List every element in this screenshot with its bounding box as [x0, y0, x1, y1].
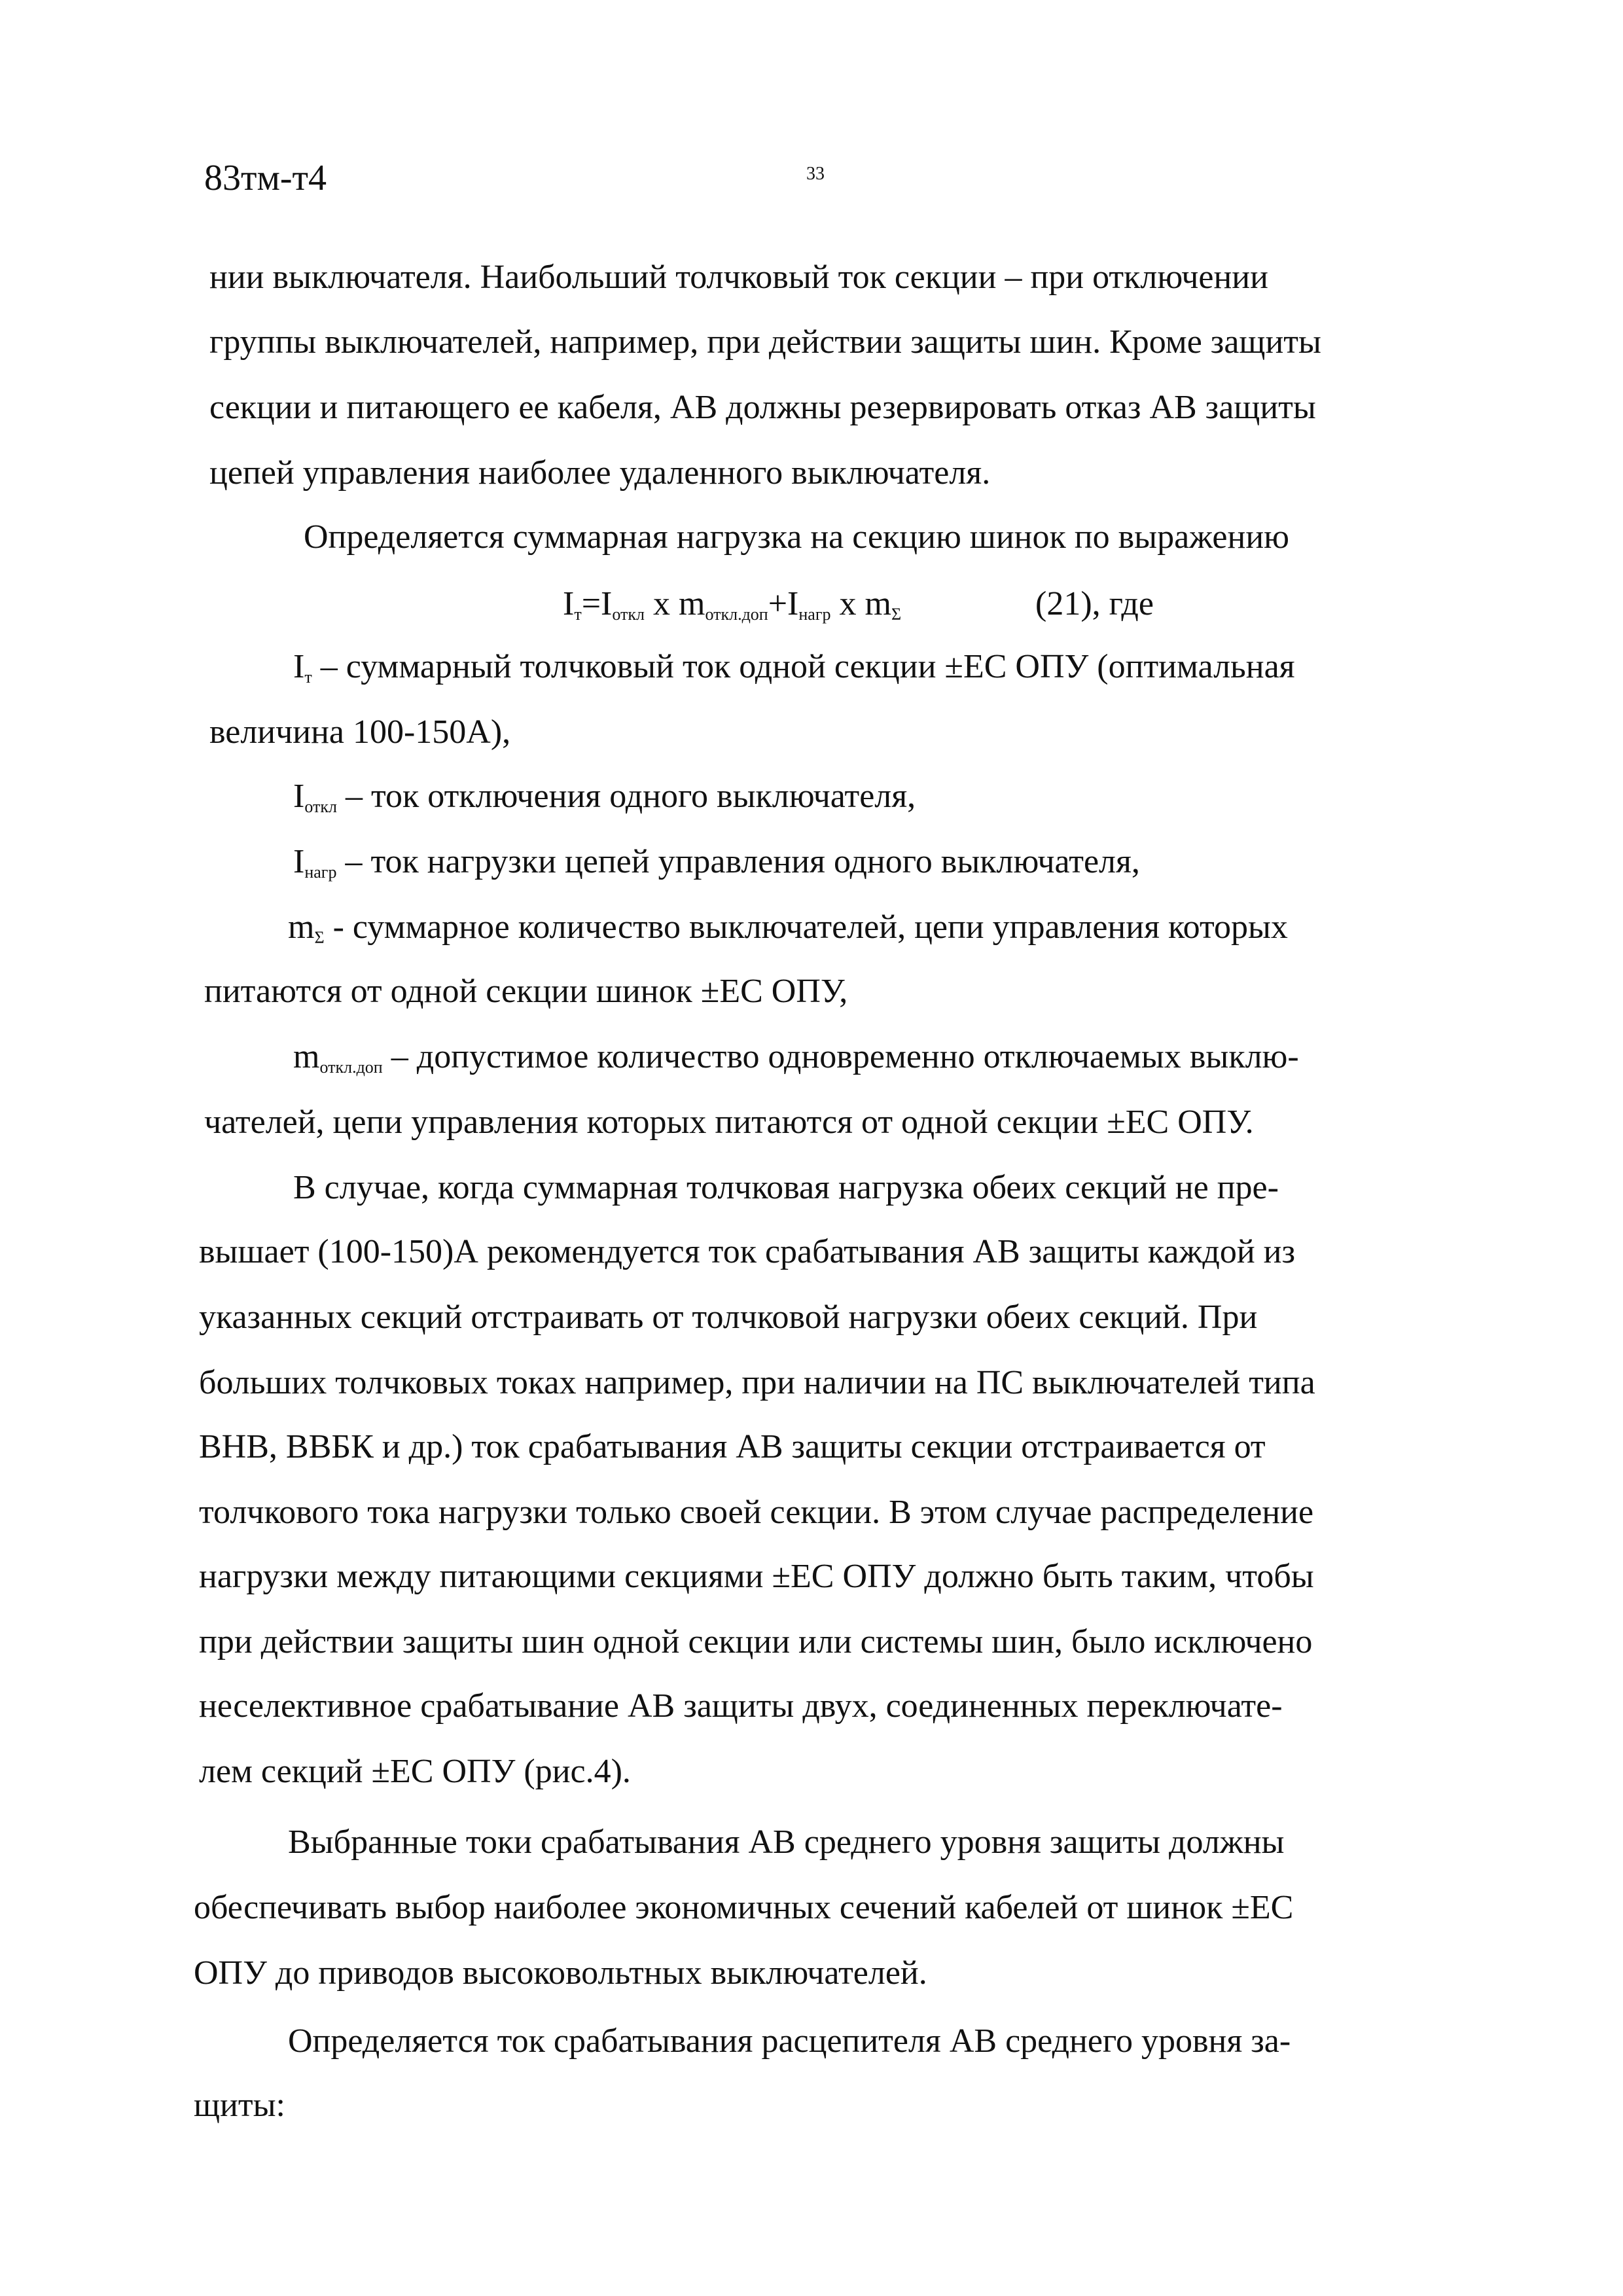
line-text: – допустимое количество одновременно отключаемых выклю-: [382, 1038, 1299, 1075]
text-line: [293, 1038, 1299, 1077]
text-line: вышает (100-150)А рекомендуется ток срабатывания АВ защиты каждой из: [199, 1233, 1296, 1270]
text-line: щиты:: [194, 2087, 285, 2124]
text-line: ВНВ, ВВБК и др.) ток срабатывания АВ защиты секции отстраивается от: [199, 1428, 1266, 1465]
formula-part: =I: [581, 585, 613, 622]
symbol: I: [293, 648, 305, 685]
formula-part: +I: [768, 585, 799, 622]
text-line: цепей управления наиболее удаленного выключателя.: [209, 454, 991, 492]
line-text: – ток нагрузки цепей управления одного выключателя,: [336, 843, 1140, 880]
text-line: лем секций ±ЕС ОПУ (рис.4).: [199, 1753, 631, 1790]
formula-part: I: [563, 585, 575, 622]
text-line: секции и питающего ее кабеля, АВ должны резервировать отказ АВ защиты: [209, 389, 1316, 426]
formula-subscript: нагр: [798, 605, 831, 624]
symbol: I: [293, 843, 305, 880]
symbol-subscript: Σ: [314, 928, 325, 947]
symbol-subscript: нагр: [304, 863, 337, 882]
symbol: I: [293, 778, 305, 815]
formula-part: x m: [645, 585, 705, 622]
symbol: m: [293, 1038, 320, 1075]
text-line: [293, 780, 916, 814]
text-line: толчкового тока нагрузки только своей секции. В этом случае распределение: [199, 1494, 1314, 1531]
line-text: – суммарный толчковый ток одной секции ±ЕС ОПУ (оптимальная: [312, 648, 1295, 685]
text-line: неселективное срабатывание АВ защиты двух, соединенных переключате-: [199, 1687, 1283, 1725]
symbol-subscript: т: [304, 668, 312, 687]
text-line: обеспечивать выбор наиболее экономичных сечений кабелей от шинок ±ЕС: [194, 1889, 1294, 1926]
formula-subscript: откл: [612, 605, 645, 624]
formula-subscript: т: [574, 605, 582, 624]
formula-subscript: откл.доп: [705, 605, 768, 624]
formula-number: (21), где: [1035, 585, 1154, 622]
text-line: указанных секций отстраивать от толчковой нагрузки обеих секций. При: [199, 1299, 1258, 1336]
text-line: В случае, когда суммарная толчковая нагрузка обеих секций не пре-: [293, 1169, 1279, 1206]
line-text: – ток отключения одного выключателя,: [336, 778, 916, 815]
formula-part: x m: [830, 585, 891, 622]
text-line: группы выключателей, например, при действии защиты шин. Кроме защиты: [209, 323, 1321, 361]
doc-code: 83тм-т4: [204, 158, 327, 198]
symbol-subscript: откл.доп: [319, 1058, 383, 1077]
text-line: при действии защиты шин одной секции или системы шин, было исключено: [199, 1623, 1313, 1660]
text-line: ОПУ до приводов высоковольтных выключателей.: [194, 1954, 927, 1992]
text-line: [288, 908, 1288, 947]
formula-subscript: Σ: [891, 605, 902, 624]
text-line: нагрузки между питающими секциями ±ЕС ОПУ должно быть таким, чтобы: [199, 1558, 1314, 1595]
symbol: m: [288, 908, 315, 946]
line-text: - суммарное количество выключателей, цепи управления которых: [324, 908, 1288, 946]
text-line: Определяется суммарная нагрузка на секцию шинок по выражению: [304, 518, 1289, 556]
text-line: [293, 843, 1140, 882]
line-text: нии выключателя. Наибольший толчковый ток секции – при отключении: [209, 259, 1268, 296]
symbol-subscript: откл: [304, 797, 337, 816]
text-line: [293, 648, 1295, 687]
formula-21: [563, 584, 901, 623]
text-line: Выбранные токи срабатывания АВ среднего уровня защиты должны: [288, 1823, 1285, 1861]
text-line: [209, 260, 1387, 295]
text-line: больших толчковых токах например, при наличии на ПС выключателей типа: [199, 1364, 1315, 1401]
page-number: 33: [806, 164, 825, 184]
text-line: Определяется ток срабатывания расцепителя АВ среднего уровня за-: [288, 2022, 1291, 2060]
text-line: чателей, цепи управления которых питаются от одной секции ±ЕС ОПУ.: [204, 1103, 1254, 1141]
text-line: питаются от одной секции шинок ±ЕС ОПУ,: [204, 973, 848, 1010]
text-line: величина 100-150А),: [209, 713, 511, 751]
